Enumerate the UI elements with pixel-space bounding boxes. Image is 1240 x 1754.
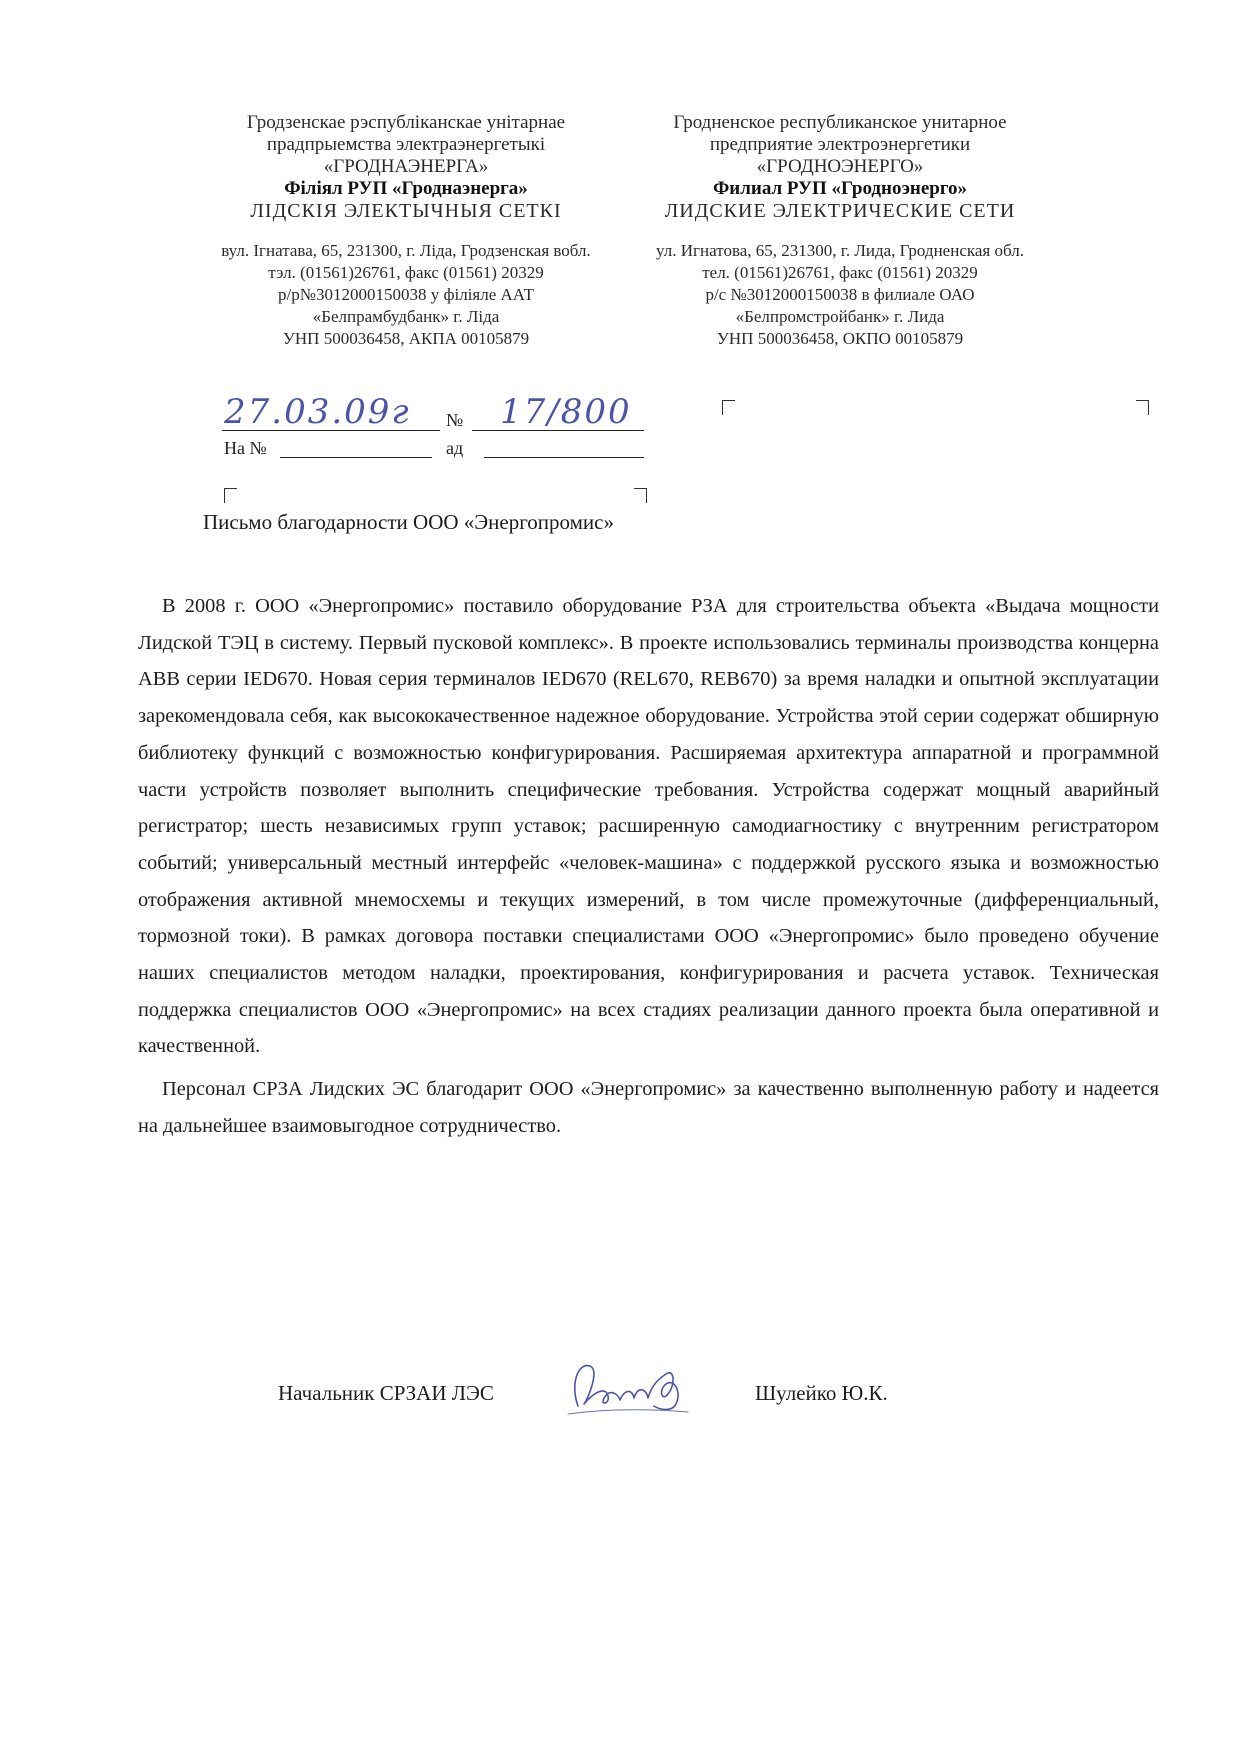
subject-corner-left — [224, 488, 237, 503]
signatory-name: Шулейко Ю.К. — [755, 1381, 888, 1405]
bank-name: «Белпрамбудбанк» г. Ліда — [312, 307, 500, 326]
address-corner-right — [1136, 400, 1149, 415]
ref-number-line — [280, 457, 432, 458]
signatory-title: Начальник СРЗАИ ЛЭС — [278, 1381, 494, 1405]
org-name-line3: «ГРОДНАЭНЕРГА» — [323, 156, 489, 177]
bank-account: р/с №3012000150038 в филиале ОАО — [705, 285, 975, 304]
handwritten-number: 17/800 — [500, 392, 632, 432]
letterhead-left — [196, 112, 616, 350]
number-label: № — [446, 410, 464, 430]
org-name-line1: Гродзенскае рэспубліканскае унітарнае — [246, 112, 566, 133]
org-name-line2: прадпрыемства электраэнергетыкі — [266, 134, 546, 155]
bank-name: «Белпромстройбанк» г. Лида — [735, 307, 945, 326]
ref-label: На № — [224, 438, 267, 458]
bank-account: р/р№3012000150038 у філіяле ААТ — [278, 285, 534, 304]
registration-ids: УНП 500036458, АКПА 00105879 — [282, 329, 530, 348]
division-name: ЛІДСКІЯ ЭЛЕКТЫЧНЫЯ СЕТКІ — [250, 200, 562, 222]
division-name: ЛИДСКИЕ ЭЛЕКТРИЧЕСКИЕ СЕТИ — [664, 200, 1016, 222]
ref-from-label: ад — [446, 438, 464, 458]
date-line — [222, 430, 440, 431]
branch-name: Філіял РУП «Гроднаэнерга» — [284, 178, 528, 199]
handwritten-date: 27.03.09г — [224, 392, 411, 432]
org-name-line1: Гродненское республиканское унитарное — [673, 112, 1007, 133]
letter-body — [138, 588, 1159, 1145]
subject-corner-right — [634, 488, 647, 503]
body-paragraph: Персонал СРЗА Лидских ЭС благодарит ООО «Энергопромис» за качественно выполненную работу и надеется на дальнейшее взаимовыгодное сотрудничество. — [138, 1078, 1159, 1137]
phone-fax: тэл. (01561)26761, факс (01561) 20329 — [268, 263, 544, 282]
registration-ids: УНП 500036458, ОКПО 00105879 — [716, 329, 964, 348]
body-paragraph: В 2008 г. ООО «Энергопромис» поставило оборудование РЗА для строительства объекта «Выдача мощности Лидской ТЭЦ в систему. Первый пусковой комплекс». В проекте использовались терминалы производства концерна АВВ серии IED670. Новая серия терминалов IED670 (REL670, REB670) за время наладки и опытной эксплуатации зарекомендовала себя, как высококачественное надежное оборудование. Устройства этой серии содержат обширную библиотеку функций с возможностью конфигурирования. Расширяемая архитектура аппаратной и программной части устройств позволяет выполнить специфические требования. Устройства содержат мощный аварийный регистратор; шесть независимых групп уставок; расширенную самодиагностику с внутренним регистратором событий; универсальный местный интерфейс «человек-машина» с поддержкой русского языка и возможностью отображения активной мнемосхемы и текущих измерений, в том числе промежуточные (дифференциальный, тормозной токи). В рамках договора поставки специалистами ООО «Энергопромис» было проведено обучение наших специалистов методом наладки, проектирования, конфигурирования и расчета уставок. Техническая поддержка специалистов ООО «Энергопромис» на всех стадиях реализации данного проекта была оперативной и качественной. — [138, 595, 1159, 1058]
letterhead-right — [630, 112, 1050, 350]
letter-subject: Письмо благодарности ООО «Энергопромис» — [203, 510, 614, 534]
address-corner-left — [722, 400, 735, 415]
address: вул. Ігнатава, 65, 231300, г. Ліда, Гродзенская вобл. — [221, 241, 591, 260]
branch-name: Филиал РУП «Гродноэнерго» — [712, 178, 968, 199]
org-name-line2: предприятие электроэнергетики — [709, 134, 971, 155]
phone-fax: тел. (01561)26761, факс (01561) 20329 — [702, 263, 978, 282]
org-name-line3: «ГРОДНОЭНЕРГО» — [756, 156, 924, 177]
number-line — [472, 430, 644, 431]
handwritten-signature — [548, 1344, 708, 1424]
address: ул. Игнатова, 65, 231300, г. Лида, Гродненская обл. — [656, 241, 1024, 260]
ref-date-line — [484, 457, 644, 458]
